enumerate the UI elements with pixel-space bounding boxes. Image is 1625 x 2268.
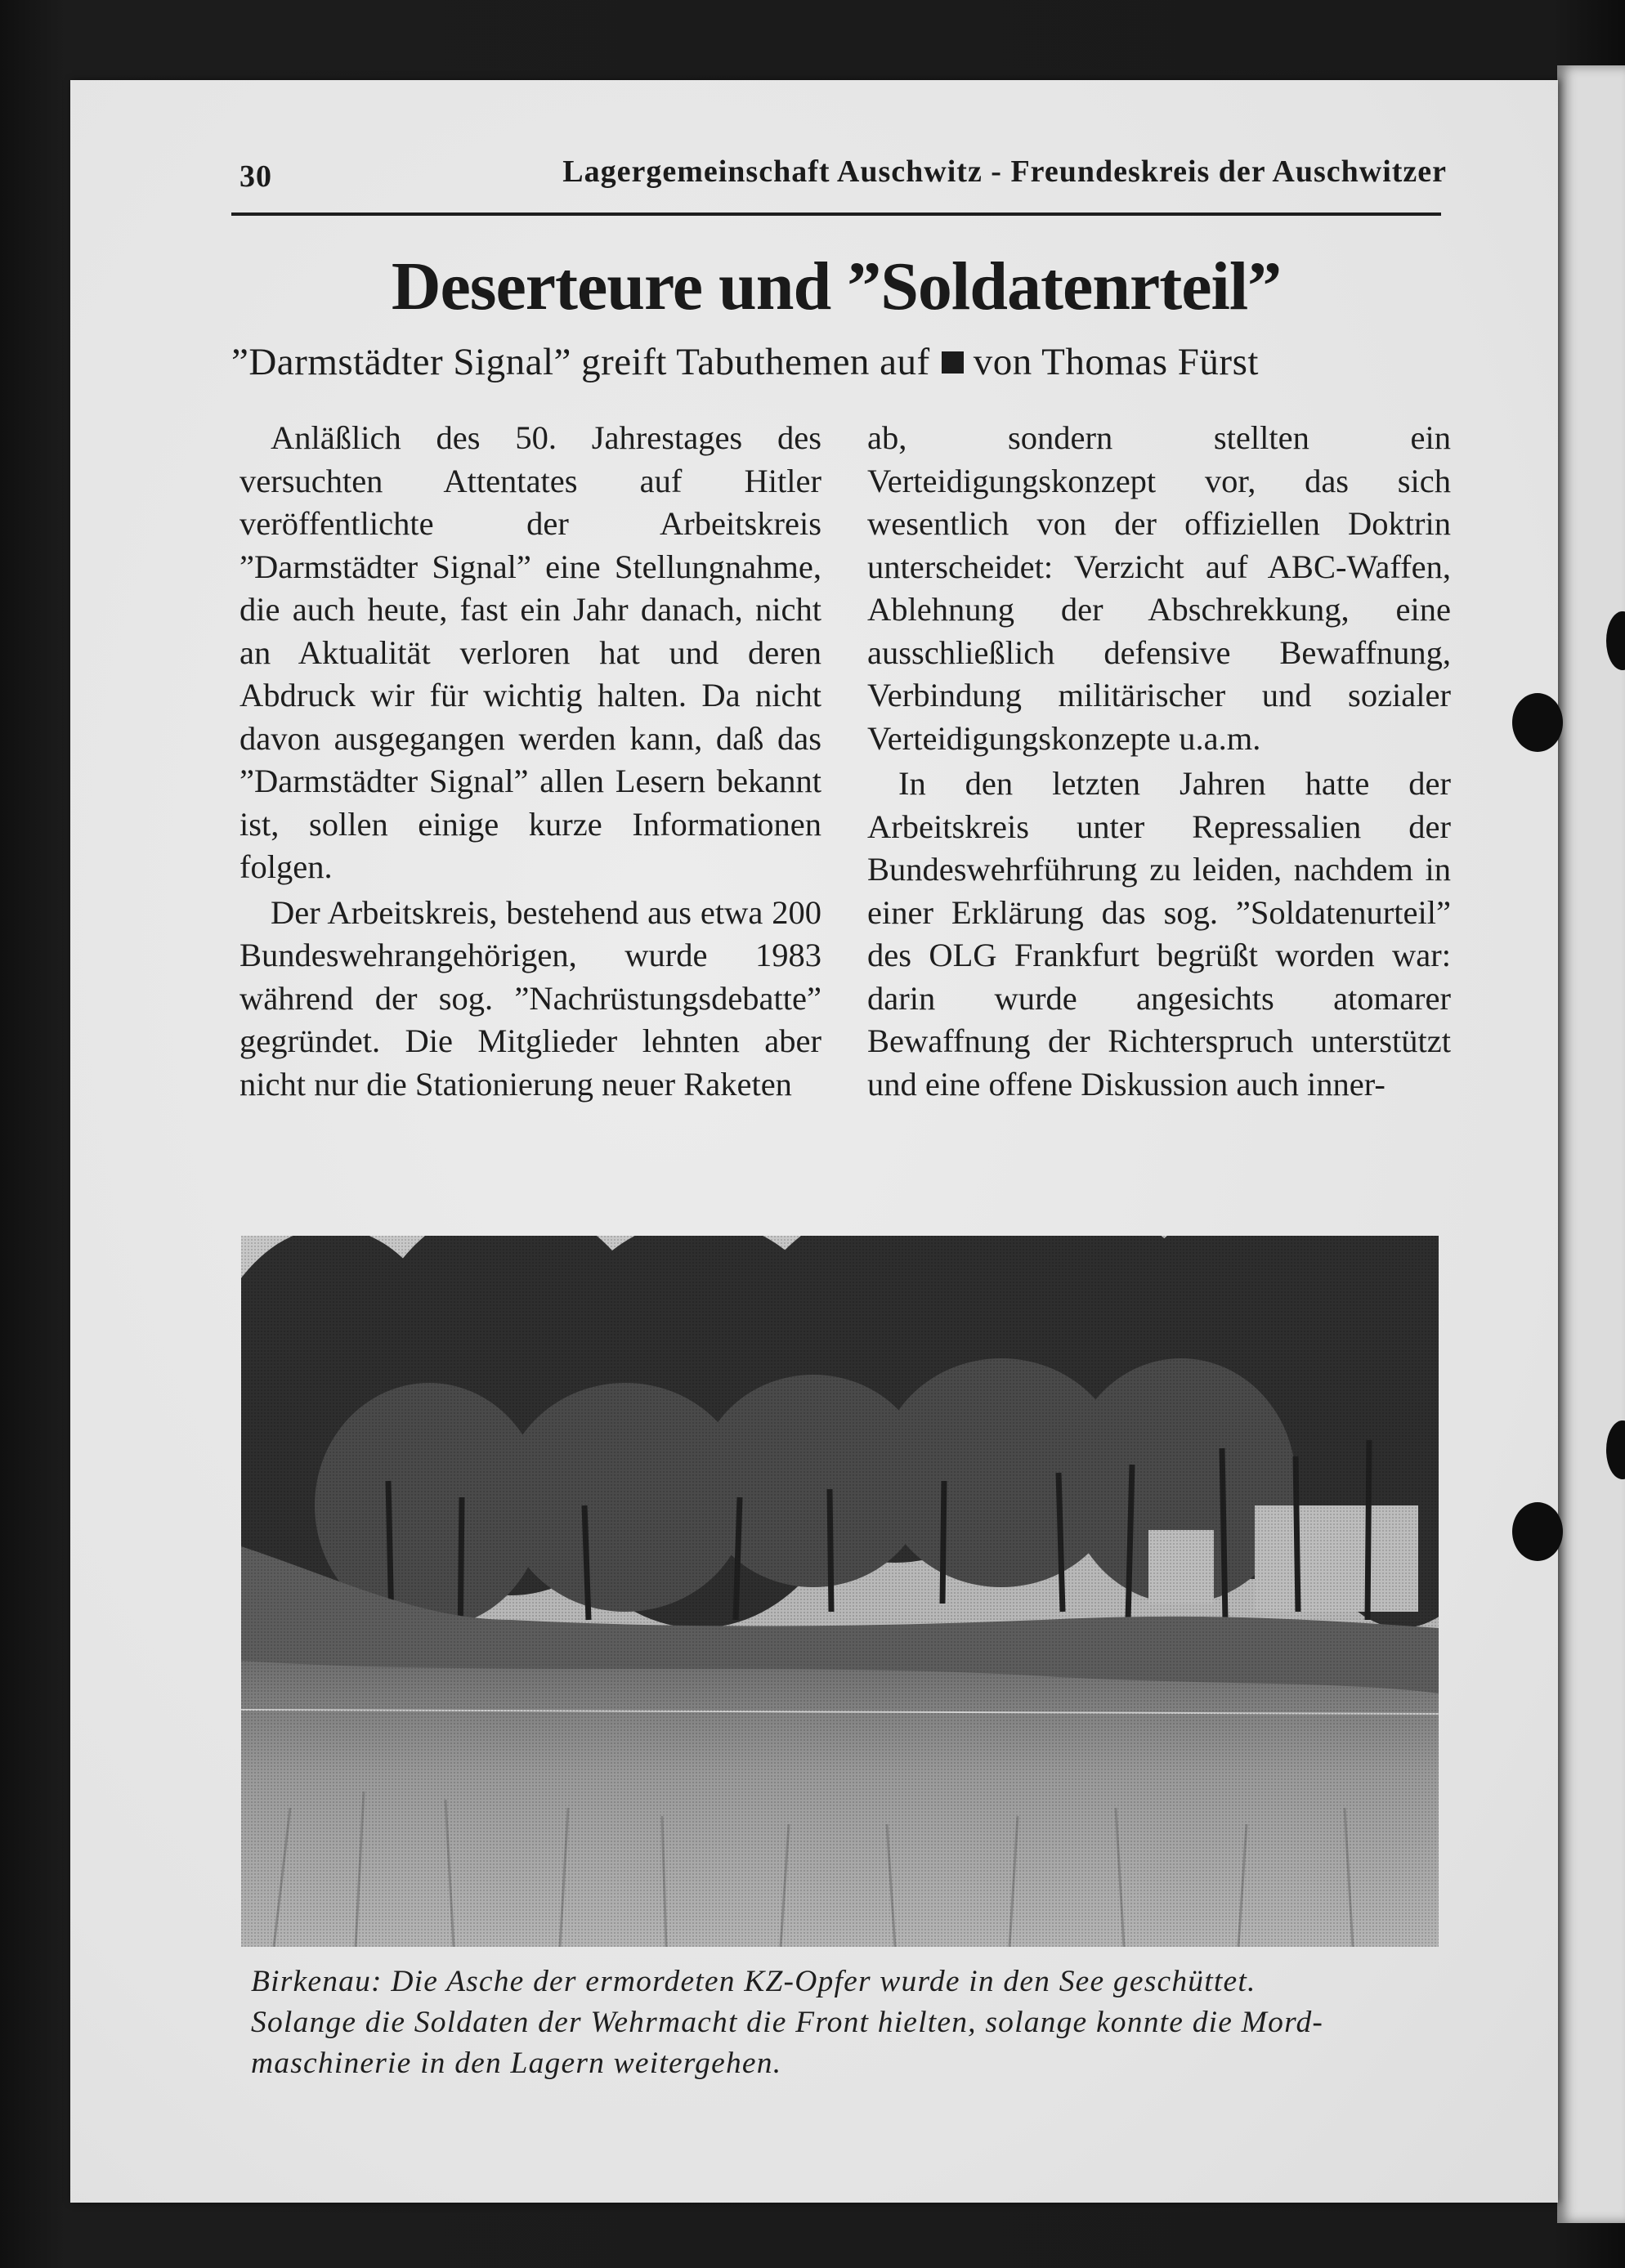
caption-line: Solange die Soldaten der Wehrmacht die Front hielten, solange konnte die Mord- xyxy=(251,2006,1324,2039)
page-number: 30 xyxy=(239,159,272,194)
subtitle-lead: ”Darmstädter Signal” greift Tabuthemen auf xyxy=(231,341,930,383)
right-column xyxy=(867,417,1451,1106)
photo-illustration xyxy=(241,1236,1439,1947)
left-column xyxy=(239,417,821,1106)
paragraph: Anläßlich des 50. Jahrestages des versuchten Attentates auf Hitler veröffentlichte der Arbeitskreis ”Darmstädter Signal” eine Stellungnahme, die auch heute, fast ein Jahr danach, nicht an Aktualität verloren hat und deren Abdruck wir für wichtig halten. Da nicht davon ausgegangen werden kann, daß das ”Darmstädter Signal” allen Lesern bekannt ist, sollen einige kurze Informationen folgen. xyxy=(239,419,821,885)
header-rule xyxy=(231,212,1441,216)
byline: von Thomas Fürst xyxy=(973,341,1259,383)
punch-hole-icon xyxy=(1512,1502,1563,1561)
black-square-icon xyxy=(942,351,964,374)
caption-line: maschinerie in den Lagern weitergehen. xyxy=(251,2047,782,2080)
paragraph: In den letzten Jahren hatte der Arbeitskreis unter Repressalien der Bundeswehrführung zu leiden, nachdem in einer Erklärung das sog. ”Soldatenurteil” des OLG Frankfurt begrüßt worden war: darin wurde angesichts atomarer Bewaffnung der Richterspruch unterstützt und eine offene Diskussion auch inner- xyxy=(867,765,1451,1103)
article-subtitle xyxy=(231,335,1441,389)
birkenau-photo xyxy=(241,1236,1439,1947)
running-header xyxy=(239,152,1447,198)
caption-line: Birkenau: Die Asche der ermordeten KZ-Opfer wurde in den See geschüttet. xyxy=(251,1965,1256,1998)
journal-title: Lagergemeinschaft Auschwitz - Freundeskreis der Auschwitzer xyxy=(562,154,1447,189)
facing-page-edge xyxy=(1557,65,1625,2223)
paragraph: Der Arbeitskreis, bestehend aus etwa 200 Bundeswehrangehörigen, wurde 1983 während der sog. ”Nachrüstungsdebatte” gegründet. Die Mitglieder lehnten aber nicht nur die Stationierung neuer Raketen xyxy=(239,893,821,1103)
punch-hole-icon xyxy=(1512,693,1563,752)
article-headline: Deserteure und ”Soldatenrteil” xyxy=(391,248,1282,324)
photo-caption xyxy=(251,1962,1453,2084)
paragraph: ab, sondern stellten ein Verteidigungskonzept vor, das sich wesentlich von der offiziellen Doktrin unterscheidet: Verzicht auf ABC-Waffen, Ablehnung der Abschrekkung, eine ausschließlich defensive Bewaffnung, Verbindung militärischer und sozialer Verteidigungskonzepte u.a.m. xyxy=(867,419,1451,757)
